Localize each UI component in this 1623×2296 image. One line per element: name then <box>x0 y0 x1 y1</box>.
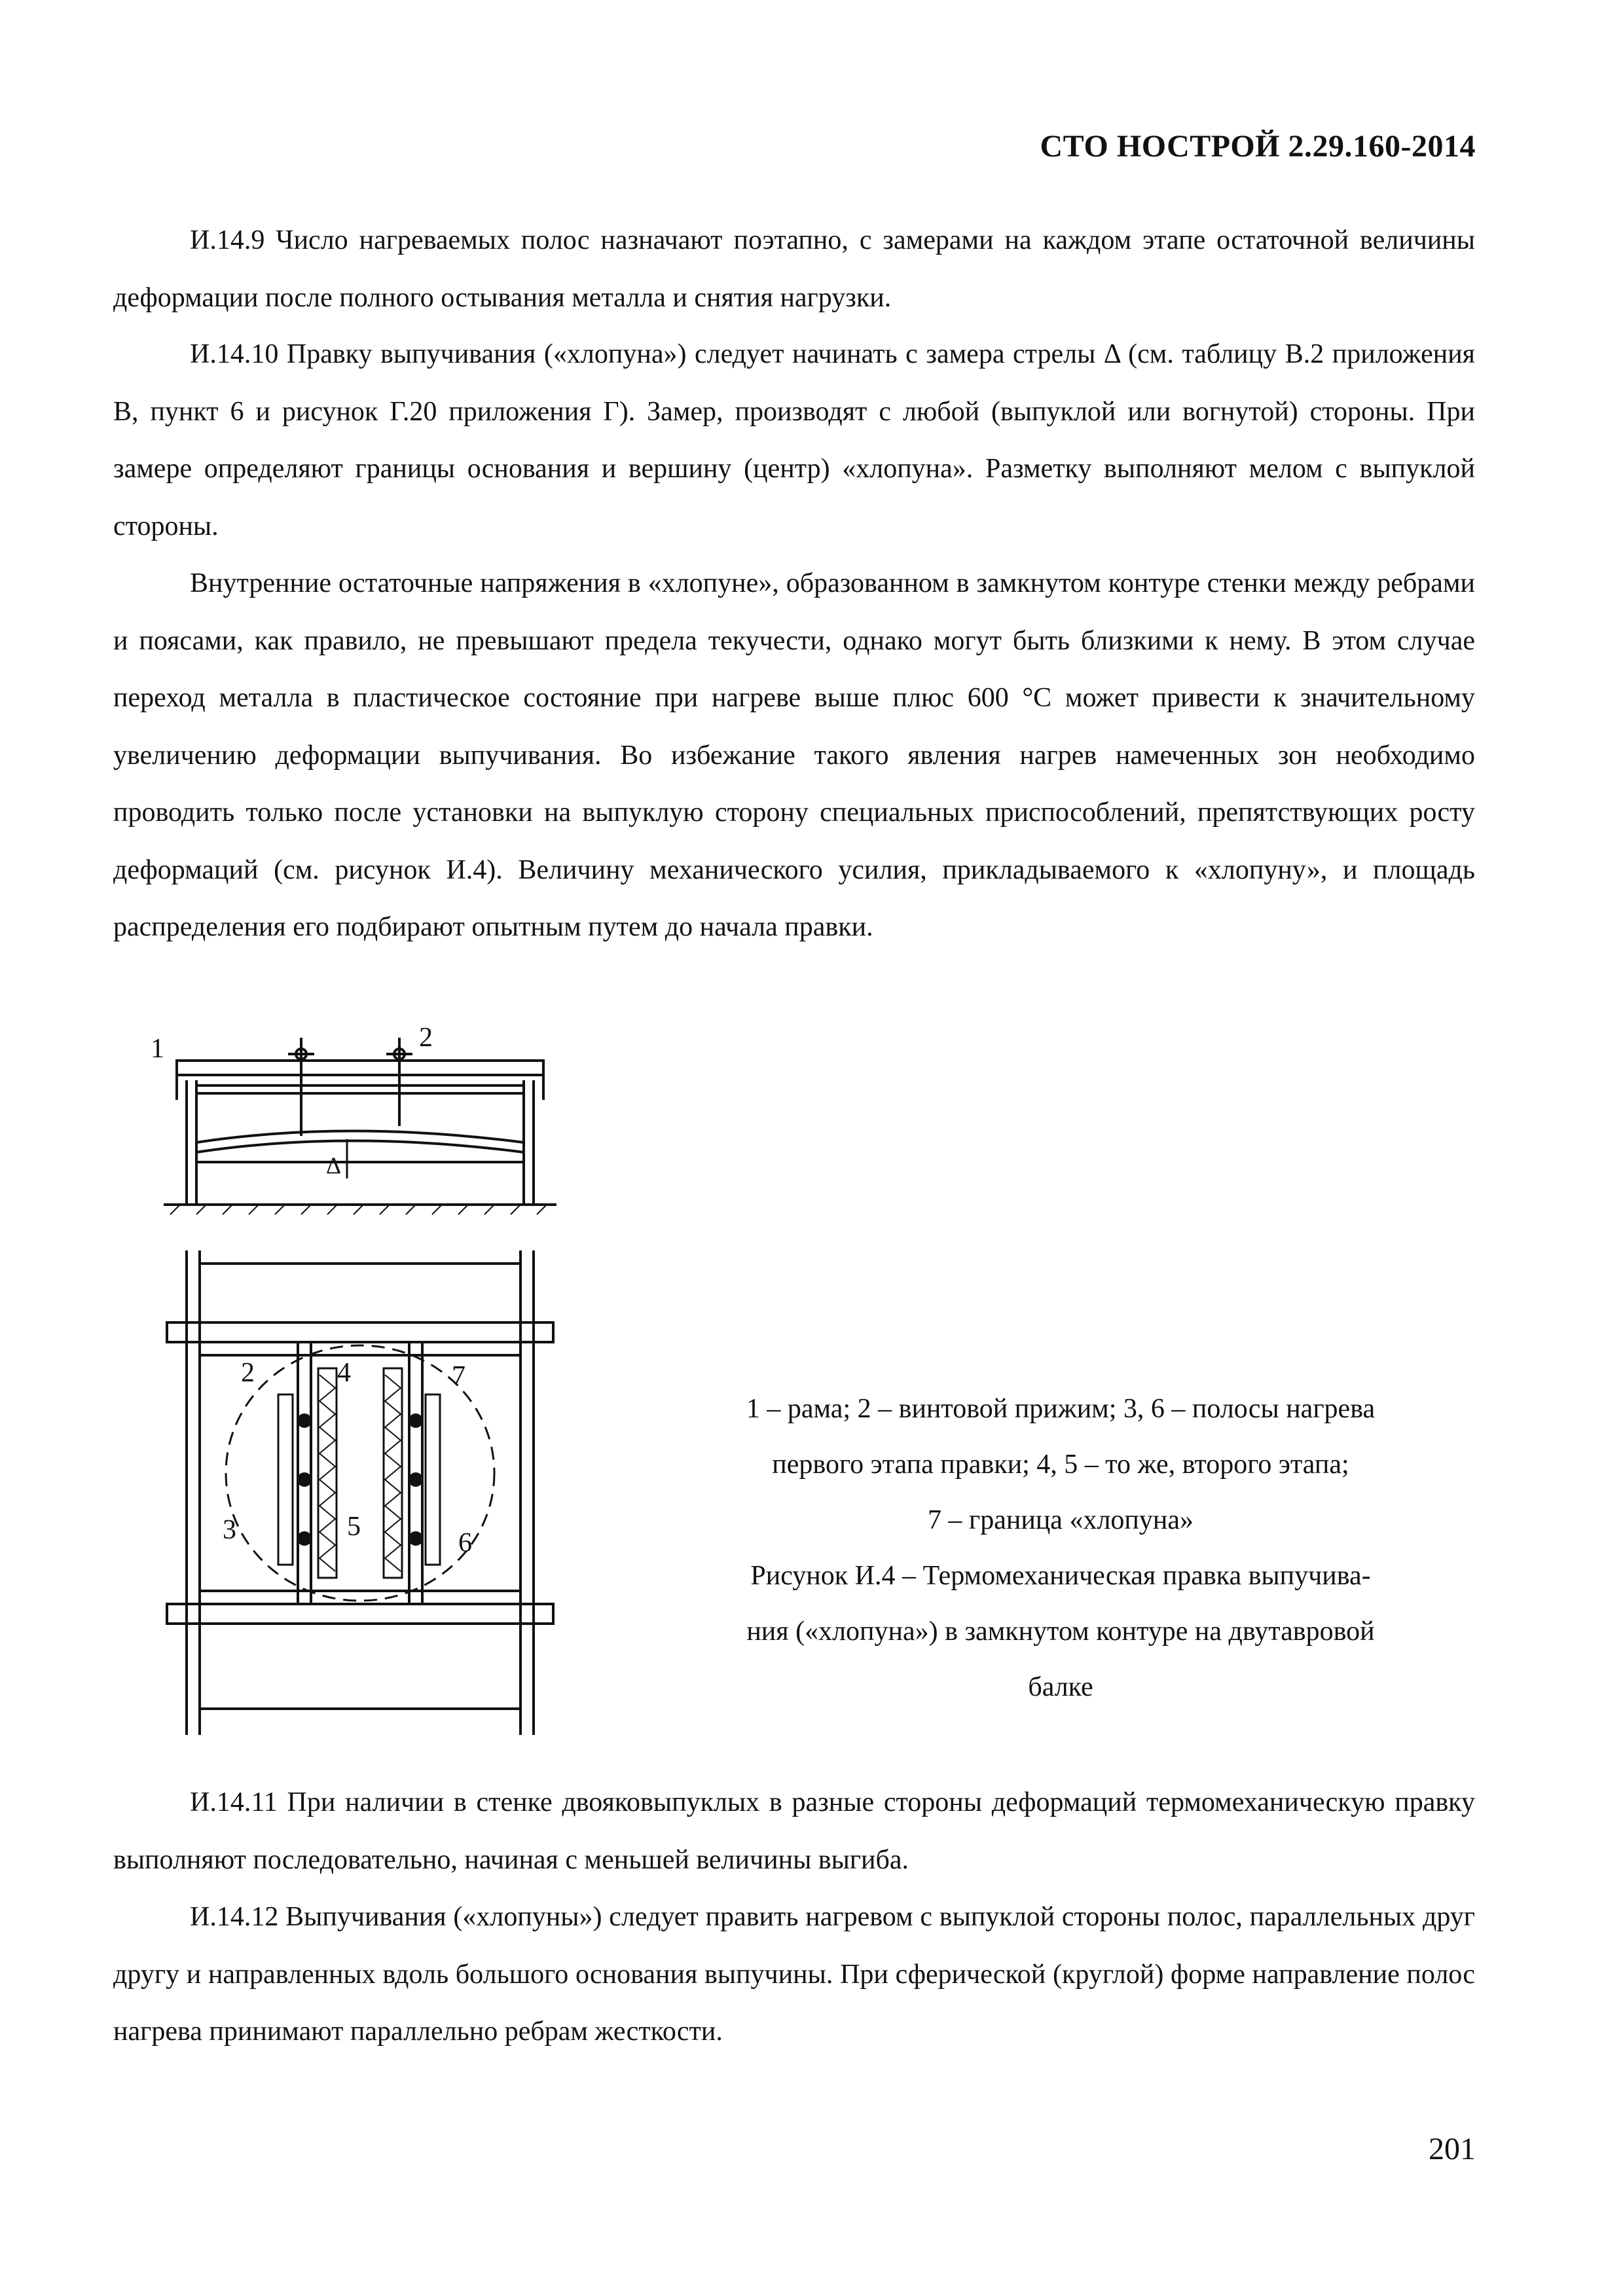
label-delta: Δ <box>326 1152 342 1178</box>
screw-clamp-right <box>386 1038 412 1126</box>
paragraph-i-14-11: И.14.11 При наличии в стенке двояковыпуклых в разные стороны деформаций термомеханическую правку выполняют последовательно, начиная с меньшей величины выгиба. <box>113 1787 1475 1875</box>
label-1: 1 <box>151 1034 164 1064</box>
lower-flange <box>167 1604 553 1624</box>
paragraph-i-14-10: И.14.10 Правку выпучивания («хлопуна») следует начинать с замера стрелы Δ (см. таблицу В.2 приложения В, пункт 6 и рисунок Г.20 приложения Г). Замер, производят с любой (выпуклой или вогнутой) стороны. При замере определяют границы основания и вершину (центр) «хлопуна». Разметку выполняют мелом с выпуклой стороны. <box>113 339 1475 541</box>
figure-caption <box>661 1381 1460 1715</box>
label-5: 5 <box>347 1512 361 1542</box>
legend-line-1: 1 – рама; 2 – винтовой прижим; 3, 6 – полосы нагрева <box>746 1394 1376 1424</box>
paragraph-i-14-9: И.14.9 Число нагреваемых полос назначают поэтапно, с замерами на каждом этапе остаточной величины деформации после полного остывания металла и снятия нагрузки. <box>113 225 1475 313</box>
caption-title-line-3: балке <box>1028 1672 1093 1702</box>
label-6: 6 <box>458 1528 472 1558</box>
label-2-front: 2 <box>241 1358 255 1388</box>
label-2: 2 <box>419 1028 433 1053</box>
caption-title-line-1: Рисунок И.4 – Термомеханическая правка выпучива- <box>750 1561 1371 1591</box>
legend-line-2: первого этапа правки; 4, 5 – то же, второго этапа; <box>772 1449 1349 1480</box>
label-7: 7 <box>452 1361 465 1391</box>
frame-diagram <box>151 1028 570 1735</box>
document-code-header: СТО НОСТРОЙ 2.29.160-2014 <box>1040 129 1476 164</box>
front-view <box>167 1250 553 1735</box>
upper-flange <box>167 1322 553 1342</box>
paragraph-i-14-12: И.14.12 Выпучивания («хлопуны») следует править нагревом с выпуклой стороны полос, параллельных друг другу и направленных вдоль большого основания выпучины. При сферической (круглой) форме направление полос нагрева принимают параллельно ребрам жесткости. <box>113 1902 1475 2047</box>
page-number: 201 <box>1429 2132 1476 2166</box>
legend-line-3: 7 – граница «хлопуна» <box>928 1505 1194 1535</box>
label-4: 4 <box>337 1358 351 1388</box>
paragraph-residual-stress: Внутренние остаточные напряжения в «хлопуне», образованном в замкнутом контуре стенки между ребрами и поясами, как правило, не превышают предела текучести, однако могут быть близкими к нему. В этом случае переход металла в пластическое состояние при нагреве выше плюс 600 °С может привести к значительному увеличению деформации выпучивания. Во избежание такого явления нагрев намеченных зон необходимо проводить только после установки на выпуклую сторону специальных приспособлений, препятствующих росту деформаций (см. рисунок И.4). Величину механического усилия, прикладываемого к «хлопуну», и площадь распределения его подбирают опытным путем до начала правки. <box>113 568 1475 942</box>
caption-title-line-2: ния («хлопуна») в замкнутом контуре на двутавровой <box>746 1616 1375 1647</box>
label-3: 3 <box>223 1515 236 1545</box>
frame-beam <box>177 1061 543 1075</box>
figure-i-4-drawing <box>151 1028 570 1735</box>
